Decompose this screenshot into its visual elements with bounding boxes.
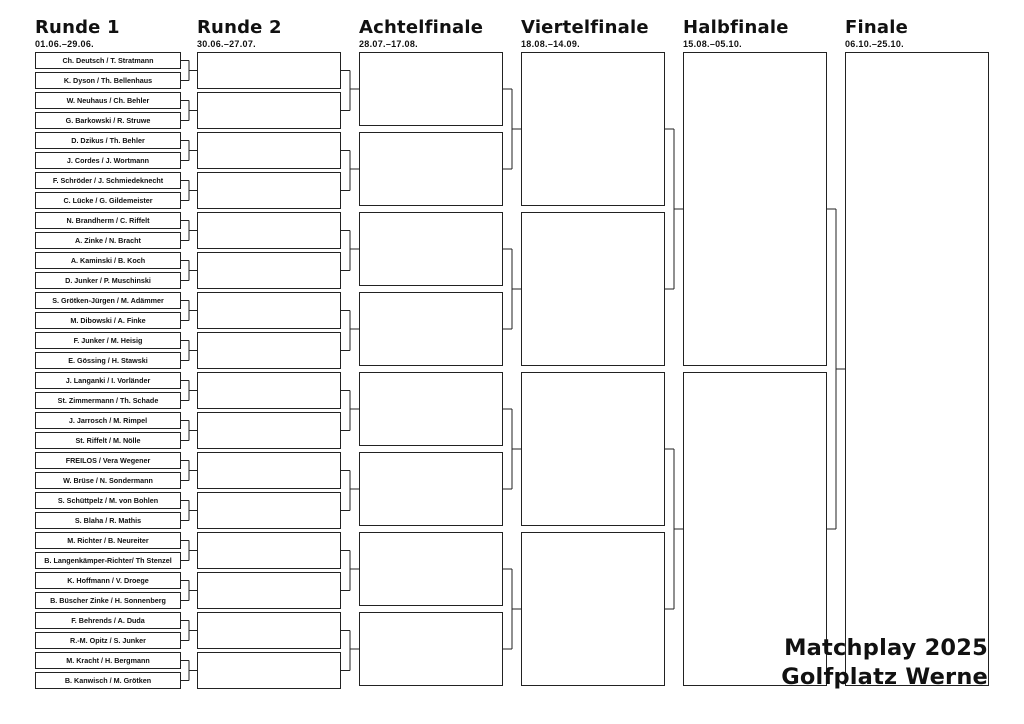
match-box-runde-2[interactable] [197, 492, 341, 529]
round-dates: 06.10.–25.10. [845, 39, 904, 49]
match-box-runde-2[interactable] [197, 572, 341, 609]
pairing-box[interactable]: J. Cordes / J. Wortmann [35, 152, 181, 169]
round-dates: 30.06.–27.07. [197, 39, 256, 49]
match-box-runde-2[interactable] [197, 52, 341, 89]
pairing-box[interactable]: St. Zimmermann / Th. Schade [35, 392, 181, 409]
pairing-box[interactable]: St. Riffelt / M. Nölle [35, 432, 181, 449]
pairing-box[interactable]: FREILOS / Vera Wegener [35, 452, 181, 469]
pairing-box[interactable]: M. Dibowski / A. Finke [35, 312, 181, 329]
pairing-box[interactable]: E. Gössing / H. Stawski [35, 352, 181, 369]
round-title: Runde 2 [197, 17, 282, 38]
pairing-box[interactable]: M. Richter / B. Neureiter [35, 532, 181, 549]
pairing-box[interactable]: R.-M. Opitz / S. Junker [35, 632, 181, 649]
pairing-box[interactable]: S. Schüttpelz / M. von Bohlen [35, 492, 181, 509]
pairing-box[interactable]: A. Zinke / N. Bracht [35, 232, 181, 249]
pairing-box[interactable]: K. Hoffmann / V. Droege [35, 572, 181, 589]
event-title-line-2: Golfplatz Werne [781, 664, 988, 690]
pairing-box[interactable]: J. Langanki / I. Vorländer [35, 372, 181, 389]
pairing-box[interactable]: F. Behrends / A. Duda [35, 612, 181, 629]
match-box-runde-2[interactable] [197, 372, 341, 409]
round-title: Finale [845, 17, 909, 38]
match-box-runde-2[interactable] [197, 412, 341, 449]
match-box-achtelfinale[interactable] [359, 212, 503, 286]
match-box-runde-2[interactable] [197, 452, 341, 489]
match-box-runde-2[interactable] [197, 172, 341, 209]
match-box-achtelfinale[interactable] [359, 132, 503, 206]
match-box-runde-2[interactable] [197, 212, 341, 249]
pairing-box[interactable]: B. Kanwisch / M. Grötken [35, 672, 181, 689]
match-box-achtelfinale[interactable] [359, 612, 503, 686]
match-box-viertelfinale[interactable] [521, 52, 665, 206]
pairing-box[interactable]: C. Lücke / G. Gildemeister [35, 192, 181, 209]
match-box-runde-2[interactable] [197, 652, 341, 689]
pairing-box[interactable]: F. Junker / M. Heisig [35, 332, 181, 349]
match-box-viertelfinale[interactable] [521, 212, 665, 366]
pairing-box[interactable]: B. Langenkämper-Richter/ Th Stenzel [35, 552, 181, 569]
round-dates: 01.06.–29.06. [35, 39, 94, 49]
pairing-box[interactable]: K. Dyson / Th. Bellenhaus [35, 72, 181, 89]
round-dates: 28.07.–17.08. [359, 39, 418, 49]
match-box-achtelfinale[interactable] [359, 452, 503, 526]
pairing-box[interactable]: J. Jarrosch / M. Rimpel [35, 412, 181, 429]
round-title: Achtelfinale [359, 17, 484, 38]
pairing-box[interactable]: N. Brandherm / C. Riffelt [35, 212, 181, 229]
match-box-runde-2[interactable] [197, 252, 341, 289]
pairing-box[interactable]: G. Barkowski / R. Struwe [35, 112, 181, 129]
pairing-box[interactable]: F. Schröder / J. Schmiedeknecht [35, 172, 181, 189]
match-box-achtelfinale[interactable] [359, 292, 503, 366]
pairing-box[interactable]: W. Brüse / N. Sondermann [35, 472, 181, 489]
pairing-box[interactable]: D. Junker / P. Muschinski [35, 272, 181, 289]
round-title: Runde 1 [35, 17, 120, 38]
pairing-box[interactable]: M. Kracht / H. Bergmann [35, 652, 181, 669]
pairing-box[interactable]: D. Dzikus / Th. Behler [35, 132, 181, 149]
round-dates: 15.08.–05.10. [683, 39, 742, 49]
event-title [781, 634, 988, 692]
match-box-runde-2[interactable] [197, 92, 341, 129]
match-box-achtelfinale[interactable] [359, 532, 503, 606]
pairing-box[interactable]: Ch. Deutsch / T. Stratmann [35, 52, 181, 69]
match-box-runde-2[interactable] [197, 292, 341, 329]
pairing-box[interactable]: B. Büscher Zinke / H. Sonnenberg [35, 592, 181, 609]
pairing-box[interactable]: S. Blaha / R. Mathis [35, 512, 181, 529]
pairing-box[interactable]: W. Neuhaus / Ch. Behler [35, 92, 181, 109]
round-title: Viertelfinale [521, 17, 649, 38]
pairing-box[interactable]: A. Kaminski / B. Koch [35, 252, 181, 269]
match-box-runde-2[interactable] [197, 332, 341, 369]
pairing-box[interactable]: S. Grötken-Jürgen / M. Adämmer [35, 292, 181, 309]
round-title: Halbfinale [683, 17, 789, 38]
match-box-achtelfinale[interactable] [359, 372, 503, 446]
match-box-achtelfinale[interactable] [359, 52, 503, 126]
event-title-line-1: Matchplay 2025 [784, 635, 988, 661]
match-box-runde-2[interactable] [197, 532, 341, 569]
match-box-viertelfinale[interactable] [521, 532, 665, 686]
match-box-runde-2[interactable] [197, 132, 341, 169]
match-box-finale[interactable] [845, 52, 989, 686]
match-box-runde-2[interactable] [197, 612, 341, 649]
match-box-halbfinale[interactable] [683, 52, 827, 366]
round-dates: 18.08.–14.09. [521, 39, 580, 49]
match-box-viertelfinale[interactable] [521, 372, 665, 526]
